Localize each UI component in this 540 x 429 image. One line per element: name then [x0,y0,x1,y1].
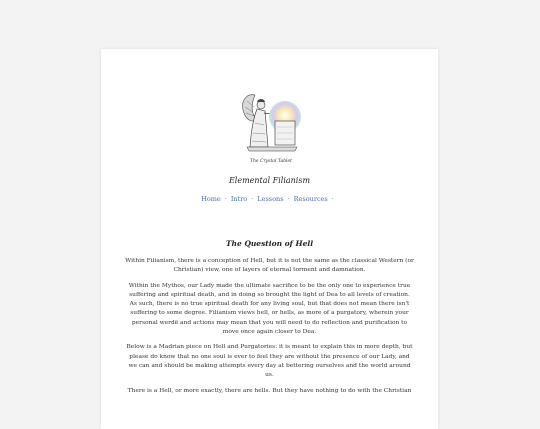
nav-link-resources[interactable]: Resources [293,195,328,203]
post-paragraph: Within Filianism, there is a conception of Hell, but it is not the same as the classical Western (or Christian) view, one of layers of eternal torment and damnation. [125,258,414,274]
angel-crystal-illustration [235,87,307,169]
nav-link-home[interactable]: Home [201,195,221,203]
site-logo[interactable] [235,87,307,169]
post-title: The Question of Hell [225,239,314,248]
nav-separator: · [287,195,290,203]
nav-separator: · [224,195,227,203]
logo-caption: The Crystal Tablet [250,159,292,164]
main-navigation [101,195,438,203]
nav-separator: · [251,195,254,203]
post-paragraph: Below is a Madrian piece on Hell and Purgatories: it is meant to explain this in more depth, but please do know that no one soul is ever to feel they are without the presence of our Lady, and we can and should be making attempts every day at bettering ourselves and the world around us. [126,344,413,379]
nav-link-intro[interactable]: Intro [230,195,248,203]
content-card [101,49,438,429]
nav-link-lessons[interactable]: Lessons [257,195,284,203]
post-body [125,257,414,402]
post-paragraph: Within the Mythos, our Lady made the ultimate sacrifice to be the only one to experience true suffering and spiritual death, and in doing so brought the light of Dea to all levels of creation. As such, there is no true spiritual death for any living soul, but that does not mean there isn't suffering to some degree. Filianism views hell, or hells, as more of a purgatory, wherein your personal werdë and actions may mean that you will need to do reflection and purification to move once again closer to Dea. [128,282,411,336]
post-paragraph: There is a Hell, or more exactly, there are hells. But they have nothing to do with the Christian [127,387,412,394]
site-title[interactable]: Elemental Filianism [228,176,311,185]
nav-separator: · [331,195,334,203]
